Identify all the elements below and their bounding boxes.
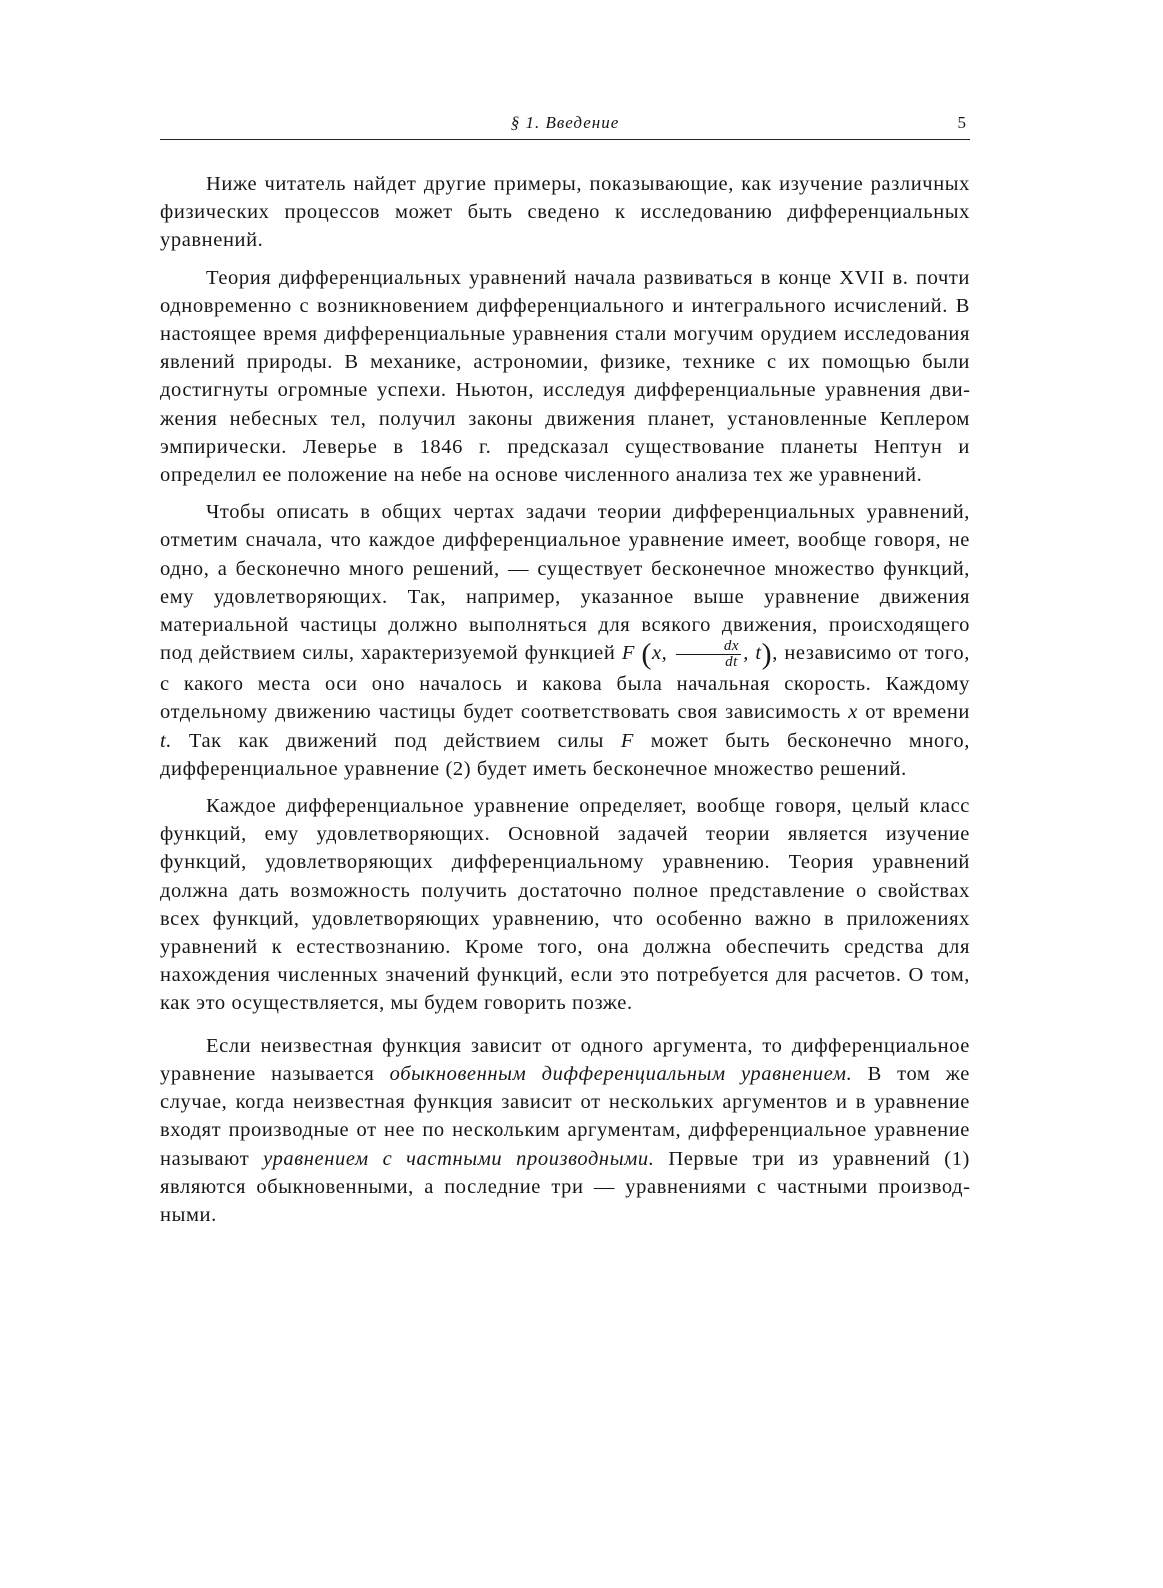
variable-x: x [848,701,858,724]
body-text [160,170,970,1229]
running-head [160,105,970,140]
paragraph-solutions-part3: от времени [865,701,970,724]
paragraph-solutions [160,498,970,783]
paragraph-definitions-part2: В том же случае, когда неизвестная функция зависит от нескольких аргументов и в уравнение входят производные от нее по нескольким аргументам, дифференциальное уравнение называют [160,1062,970,1170]
formula-x: x, [651,642,668,665]
paragraph-task: Каждое дифференциальное уравнение определяет, вообще говоря, целый класс функций, ему удовлетворяющих. Основной задачей теории является изучение функций, удовлетворяющих дифференциальному уравнению. Теория уравнений должна дать возможность получить достаточно полное представление о свойствах всех функций, удовлетворяющих уравнению, что особенно важно в приложениях уравнений к естествознанию. Кроме того, она должна обеспечить средства для нахождения численных значений функций, если это потребуется для расчетов. О том, как это осуществляется, мы будем говорить позже. [160,795,970,1015]
paragraph-solutions-part1: Чтобы описать в общих чертах задачи теории дифференциальных уравнений, отметим сначала, что каждое дифференциальное уравнение имеет, вообще говоря, не одно, а бесконечно много решений, — существует бесконечное множество функций, ему удовлетворяющих. Так, например, указанное выше уравнение движения материальной частицы должно выполняться для всякого движения, происходящего под действием силы, характеризуемой функцией [160,501,970,665]
formula-open-paren: ( [641,637,652,671]
paragraph-history: Теория дифференциальных уравнений начала развиваться в конце XVII в. почти одновременно с возникновением дифференциального и интегрального исчислений. В настоящее время дифференциальные уравнения стали могучим орудием исследования явлений природы. В механике, астрономии, физике, технике с их помощью были достигнуты огромные успехи. Ньютон, исследуя дифференциальные уравнения движения небесных тел, получил законы движения планет, установленные Кеплером эмпирически. Леверье в 1846 г. предсказал существование планеты Нептун и определил ее положение на небе на основе численного анализа тех же уравнений. [160,266,970,487]
formula-close-paren: ) [761,637,773,671]
paragraph-solutions-part5: может быть бесконечно много, дифференциальное уравнение (2) будет иметь бесконечное множество решений. [160,729,970,780]
paragraph-definitions [160,1032,970,1229]
formula-t: , t [743,642,762,665]
paragraph-definitions-part3: Первые три из уравнений (1) являются обыкновенными, а последние три — уравнениями с частными производными. [160,1147,970,1226]
variable-F: F [620,729,634,752]
paragraph-definitions-part1: Если неизвестная функция зависит от одного аргумента, то дифференциальное уравнение называется [160,1034,970,1085]
paragraph-solutions-part4: Так как движений под действием силы [188,729,605,752]
book-page [160,105,970,1238]
formula-fraction [676,639,741,670]
paragraph-solutions-part2: , независимо от того, с какого места оси оно началось и какова была начальная скорость. Каждому отдельному движению частицы будет соответствовать своя зависимость [160,642,970,724]
formula-F: F [621,642,635,665]
fraction-denominator: dt [725,654,738,671]
term-partial-de: уравнением с частными производными. [263,1147,655,1170]
page-number: 5 [957,113,966,132]
fraction-numerator: dx [676,639,741,655]
section-title: § 1. Введение [510,113,620,132]
variable-t: t. [160,729,173,752]
term-ordinary-de: обыкновенным дифференциальным уравнением. [389,1062,853,1085]
force-formula [621,637,773,671]
paragraph-examples: Ниже читатель найдет другие примеры, показывающие, как изучение различных физических процессов может быть сведено к исследованию дифференциальных уравнений. [160,173,970,252]
